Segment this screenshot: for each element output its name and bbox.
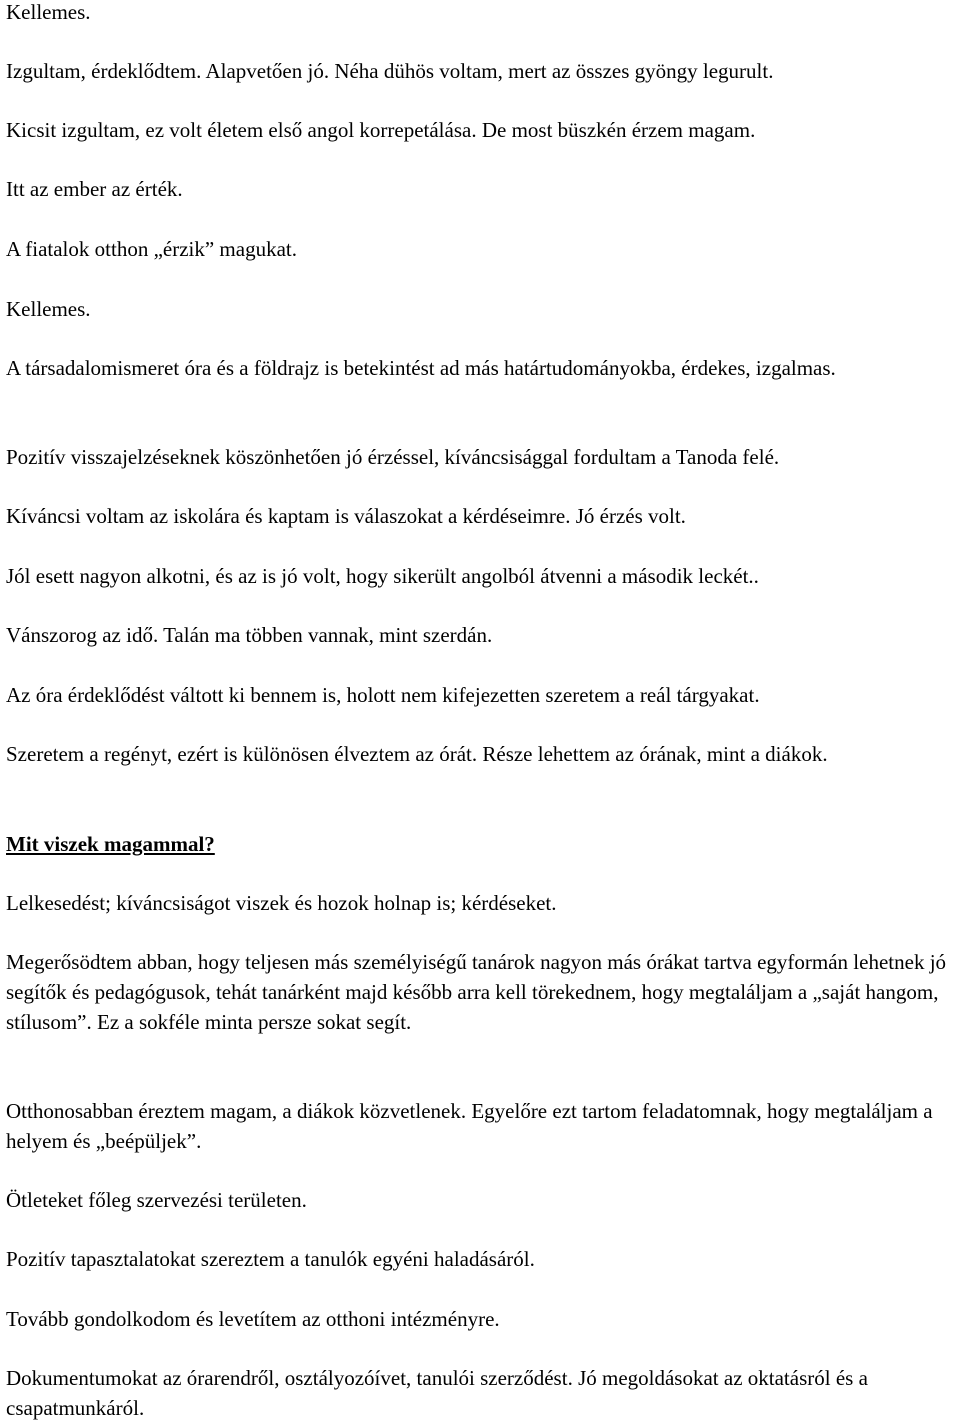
paragraph-14: Lelkesedést; kíváncsiságot viszek és hozok holnap is; kérdéseket. (6, 891, 557, 915)
paragraph-6: Kellemes. (6, 297, 91, 321)
paragraph-9: Kíváncsi voltam az iskolára és kaptam is válaszokat a kérdéseimre. Jó érzés volt. (6, 504, 686, 528)
paragraph-11: Vánszorog az idő. Talán ma többen vannak, mint szerdán. (6, 623, 493, 647)
paragraph-3: Kicsit izgultam, ez volt életem első angol korrepetálása. De most büszkén érzem magam. (6, 118, 756, 142)
paragraph-2: Izgultam, érdeklődtem. Alapvetően jó. Néha dühös voltam, mert az összes gyöngy legurult. (6, 59, 774, 83)
section-heading: Mit viszek magammal? (6, 832, 215, 856)
paragraph-5: A fiatalok otthon „érzik” magukat. (6, 237, 297, 261)
paragraph-18: Pozitív tapasztalatokat szereztem a tanulók egyéni haladásáról. (6, 1247, 535, 1271)
paragraph-16: Otthonosabban éreztem magam, a diákok közvetlenek. Egyelőre ezt tartom feladatomnak, hogy megtaláljam a helyem és „beépüljek”. (6, 1099, 933, 1153)
paragraph-1: Kellemes. (6, 0, 91, 24)
paragraph-15: Megerősödtem abban, hogy teljesen más személyiségű tanárok nagyon más órákat tartva egyformán lehetnek jó segítők és pedagógusok, tehát tanárként majd később arra kell törekednem, hogy megtaláljam a „saját hangom, stílusom”. Ez a sokféle minta persze sokat segít. (6, 950, 947, 1034)
paragraph-12: Az óra érdeklődést váltott ki bennem is, holott nem kifejezetten szeretem a reál tárgyakat. (6, 683, 760, 707)
paragraph-19: Tovább gondolkodom és levetítem az otthoni intézményre. (6, 1307, 500, 1331)
paragraph-10: Jól esett nagyon alkotni, és az is jó volt, hogy sikerült angolból átvenni a második leckét.. (6, 564, 759, 588)
paragraph-4: Itt az ember az érték. (6, 177, 183, 201)
paragraph-8: Pozitív visszajelzéseknek köszönhetően jó érzéssel, kíváncsisággal fordultam a Tanoda felé. (6, 445, 780, 469)
paragraph-20: Dokumentumokat az órarendről, osztályozóívet, tanulói szerződést. Jó megoldásokat az oktatásról és a csapatmunkáról. (6, 1366, 868, 1420)
paragraph-13: Szeretem a regényt, ezért is különösen élveztem az órát. Része lehettem az órának, mint a diákok. (6, 742, 828, 766)
paragraph-7: A társadalomismeret óra és a földrajz is betekintést ad más határtudományokba, érdekes, izgalmas. (6, 356, 836, 380)
paragraph-17: Ötleteket főleg szervezési területen. (6, 1188, 307, 1212)
